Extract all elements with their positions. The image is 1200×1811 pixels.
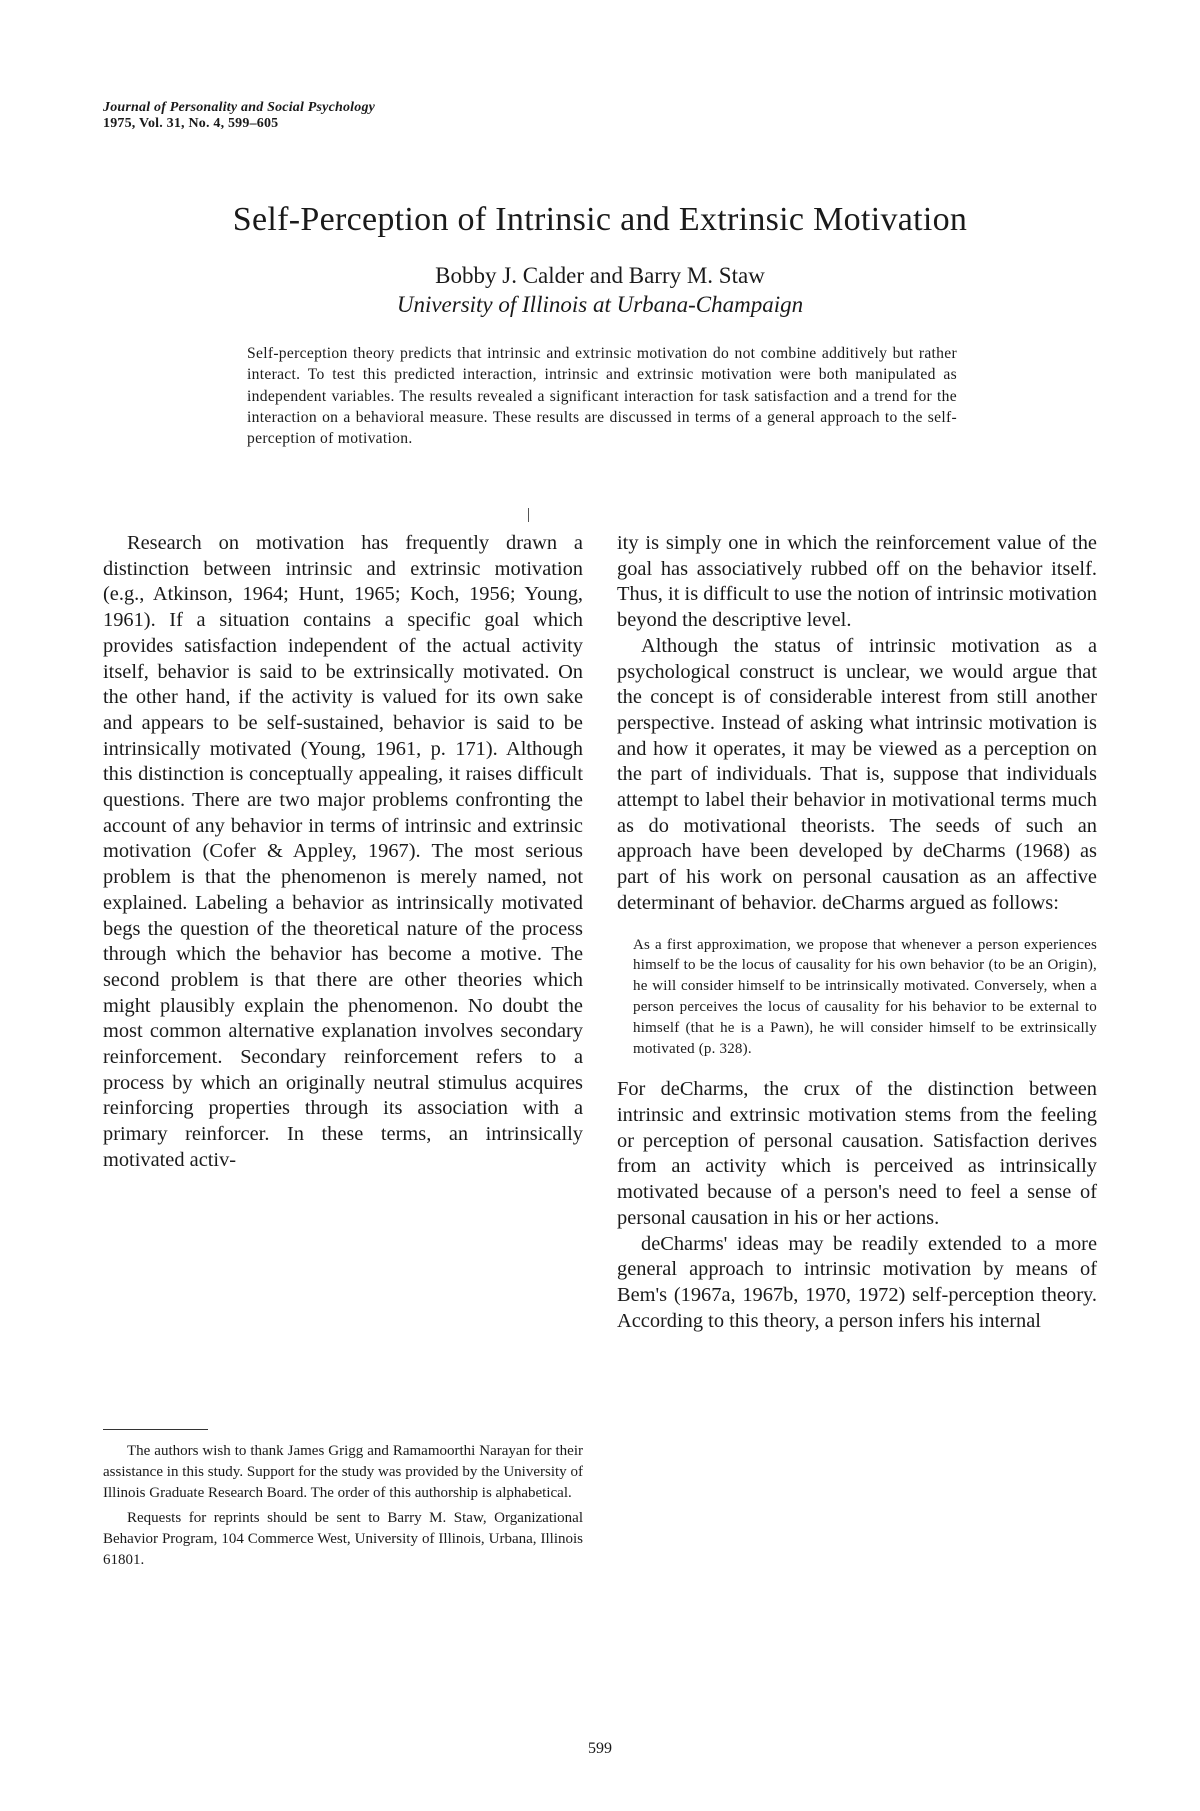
article-title: Self-Perception of Intrinsic and Extrinsic Motivation: [232, 201, 968, 238]
abstract: Self-perception theory predicts that intrinsic and extrinsic motivation do not combine additively but rather interact. To test this predicted interaction, intrinsic and extrinsic motivation were both manipulated as independent variables. The results revealed a significant interaction for task satisfaction and a trend for the interaction on a behavioral measure. These results are discussed in terms of a general approach to the self-perception of motivation.: [247, 345, 957, 448]
article-affiliation: University of Illinois at Urbana-Champaign: [396, 292, 804, 317]
margin-mark: [528, 508, 529, 522]
page-number: 599: [588, 1740, 612, 1757]
journal-header: [103, 100, 603, 132]
body-paragraph: ity is simply one in which the reinforcement value of the goal has associatively rubbed off on the behavior itself. Thus, it is difficult to use the notion of intrinsic motivation beyond the descriptive level.: [617, 532, 1097, 632]
left-column: [103, 531, 583, 1174]
block-quote: As a first approximation, we propose that whenever a person experiences himself to be the locus of causality for his own behavior (to be an Origin), he will consider himself to be intrinsically motivated. Conversely, when a person perceives the locus of causality for his behavior to be external to himself (that he is a Pawn), he will consider himself to be extrinsically motivated (p. 328).: [633, 936, 1097, 1057]
body-paragraph: deCharms' ideas may be readily extended to a more general approach to intrinsic motivation by means of Bem's (1967a, 1967b, 1970, 1972) self-perception theory. According to this theory, a person infers his internal: [617, 1232, 1097, 1332]
footnotes: [103, 1441, 583, 1575]
footnote: The authors wish to thank James Grigg and Ramamoorthi Narayan for their assistance in this study. Support for the study was provided by the University of Illinois Graduate Research Board. The order of this authorship is alphabetical.: [103, 1443, 583, 1501]
right-column: [617, 531, 1097, 1334]
body-paragraph: For deCharms, the crux of the distinction between intrinsic and extrinsic motivation stems from the feeling or perception of personal causation. Satisfaction derives from an activity which is perceived as intrinsically motivated because of a person's need to feel a sense of personal causation in his or her actions.: [617, 1078, 1097, 1229]
article-authors: Bobby J. Calder and Barry M. Staw: [435, 263, 765, 288]
body-paragraph: Research on motivation has frequently drawn a distinction between intrinsic and extrinsic motivation (e.g., Atkinson, 1964; Hunt, 1965; Koch, 1956; Young, 1961). If a situation contains a specific goal which provides satisfaction independent of the actual activity itself, behavior is said to be extrinsically motivated. On the other hand, if the activity is valued for its own sake and appears to be self-sustained, behavior is said to be intrinsically motivated (Young, 1961, p. 171). Although this distinction is conceptually appealing, it raises difficult questions. There are two major problems confronting the account of any behavior in terms of intrinsic and extrinsic motivation (Cofer & Appley, 1967). The most serious problem is that the phenomenon is merely named, not explained. Labeling a behavior as intrinsically motivated begs the question of the theoretical nature of the process through which the behavior has become a motive. The second problem is that there are other theories which might plausibly explain the phenomenon. No doubt the most common alternative explanation involves secondary reinforcement. Secondary reinforcement refers to a process by which an originally neutral stimulus acquires reinforcing properties through its association with a primary reinforcer. In these terms, an intrinsically motivated activ-: [103, 532, 583, 1171]
footnote-divider: [103, 1429, 208, 1430]
journal-name: Journal of Personality and Social Psychology: [103, 100, 376, 115]
body-paragraph: Although the status of intrinsic motivation as a psychological construct is unclear, we would argue that the concept is of considerable interest from still another perspective. Instead of asking what intrinsic motivation is and how it operates, it may be viewed as a perception on the part of individuals. That is, suppose that individuals attempt to label their behavior in motivational terms much as do motivational theorists. The seeds of such an approach have been developed by deCharms (1968) as part of his work on personal causation as an affective determinant of behavior. deCharms argued as follows:: [617, 634, 1097, 914]
footnote: Requests for reprints should be sent to Barry M. Staw, Organizational Behavior Program, 104 Commerce West, University of Illinois, Urbana, Illinois 61801.: [103, 1510, 583, 1568]
journal-volume: 1975, Vol. 31, No. 4, 599–605: [103, 116, 279, 131]
